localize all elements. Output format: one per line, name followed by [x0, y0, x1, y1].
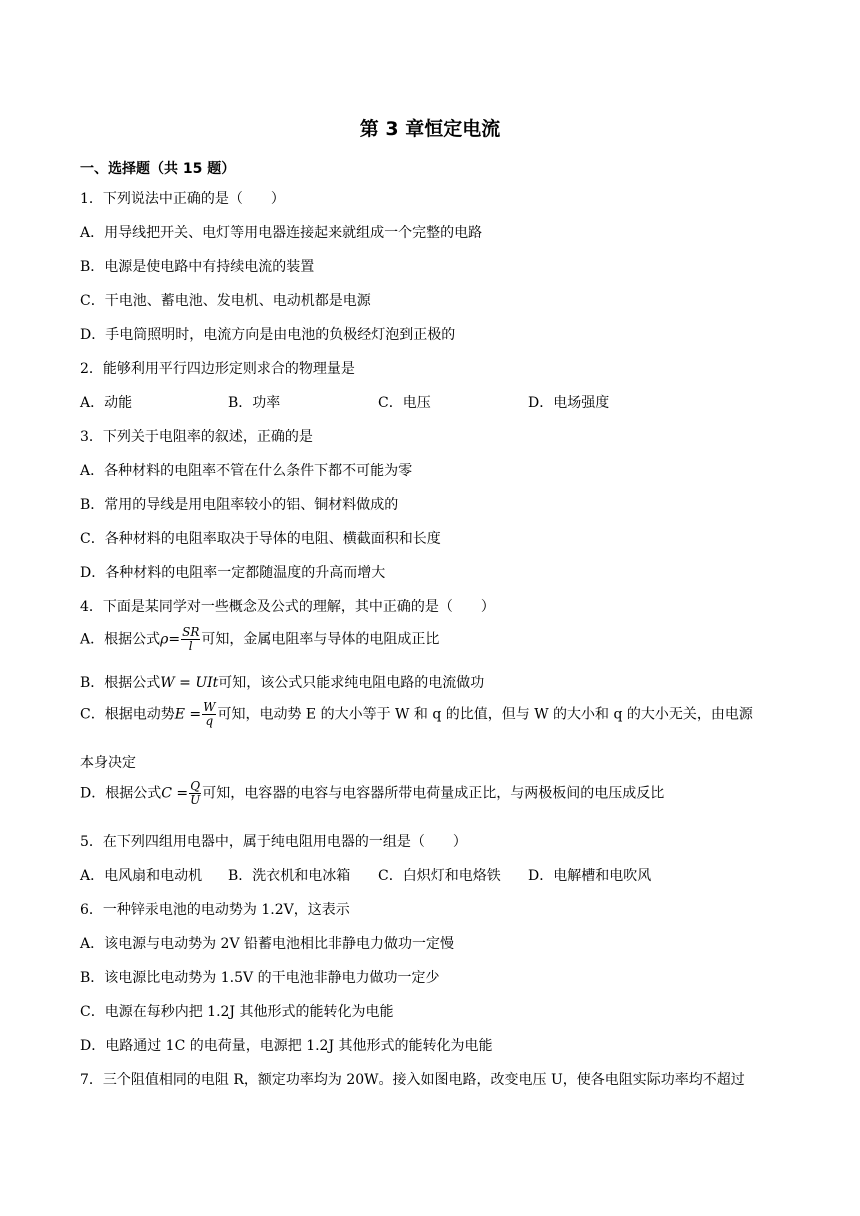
question-6-option-a: A．该电源与电动势为 2V 铅蓄电池相比非静电力做功一定慢 [80, 936, 455, 952]
question-4-option-d [80, 780, 664, 807]
fraction-numerator: Q [190, 779, 201, 793]
question-5-option-d: D．电解槽和电吹风 [528, 868, 652, 884]
question-2-option-a: A．动能 [80, 395, 133, 411]
option-a-prefix: A．根据公式 [80, 631, 161, 648]
formula-lhs: ρ= [160, 631, 181, 648]
fraction-numerator: SR [182, 625, 200, 639]
question-1-stem: 1．下列说法中正确的是（ ） [80, 191, 285, 207]
question-4-option-b [80, 674, 484, 692]
option-d-prefix: D．根据公式 [80, 785, 162, 802]
question-1-option-b: B．电源是使电路中有持续电流的装置 [80, 259, 315, 275]
question-6-option-b: B．该电源比电动势为 1.5V 的干电池非静电力做功一定少 [80, 970, 440, 986]
option-b-text: 可知，该公式只能求纯电阻电路的电流做功 [218, 675, 485, 691]
question-3-option-d: D．各种材料的电阻率一定都随温度的升高而增大 [80, 565, 386, 581]
question-3-option-c: C．各种材料的电阻率取决于导体的电阻、横截面积和长度 [80, 531, 441, 547]
question-6-option-d: D．电路通过 1C 的电荷量，电源把 1.2J 其他形式的能转化为电能 [80, 1038, 493, 1054]
option-b-prefix: B．根据公式 [80, 675, 161, 691]
question-2-stem: 2．能够利用平行四边形定则求合的物理量是 [80, 361, 355, 377]
question-4-option-a [80, 626, 439, 653]
option-a-text: 可知，金属电阻率与导体的电阻成正比 [201, 631, 440, 648]
question-4-stem: 4．下面是某同学对一些概念及公式的理解，其中正确的是（ ） [80, 599, 495, 615]
question-2-option-b: B．功率 [228, 395, 281, 411]
question-3-stem: 3．下列关于电阻率的叙述，正确的是 [80, 429, 313, 445]
page-title: 第 3 章恒定电流 [359, 118, 501, 140]
question-5-option-a: A．电风扇和电动机 [80, 868, 203, 884]
question-2-option-d: D．电场强度 [528, 395, 610, 411]
question-5-stem: 5．在下列四组用电器中，属于纯电阻用电器的一组是（ ） [80, 834, 467, 850]
question-1-option-d: D．手电筒照明时，电流方向是由电池的负极经灯泡到正极的 [80, 327, 456, 343]
fraction-denominator: U [190, 793, 201, 807]
question-4-option-c-continued: 本身决定 [80, 755, 136, 771]
question-4-option-c [80, 701, 753, 728]
fraction-denominator: l [188, 639, 193, 653]
question-3-option-b: B．常用的导线是用电阻率较小的铝、铜材料做成的 [80, 497, 399, 513]
emf-fraction [202, 701, 216, 728]
formula-lhs: E = [174, 706, 202, 723]
question-3-option-a: A．各种材料的电阻率不管在什么条件下都不可能为零 [80, 463, 413, 479]
fraction-numerator: W [203, 700, 216, 714]
question-7-stem: 7．三个阻值相同的电阻 R，额定功率均为 20W。接入如图电路，改变电压 U，使各电阻实际功率均不超过 [80, 1072, 745, 1088]
option-c-text: 可知，电动势 E 的大小等于 W 和 q 的比值，但与 W 的大小和 q 的大小无关，由电源 [217, 706, 753, 723]
question-6-stem: 6．一种锌汞电池的电动势为 1.2V，这表示 [80, 902, 350, 918]
formula-lhs: C = [161, 785, 189, 802]
option-d-text: 可知，电容器的电容与电容器所带电荷量成正比，与两极板间的电压成反比 [202, 785, 665, 802]
fraction-denominator: q [205, 714, 214, 728]
question-2-option-c: C．电压 [378, 395, 431, 411]
question-6-option-c: C．电源在每秒内把 1.2J 其他形式的能转化为电能 [80, 1004, 394, 1020]
section-heading: 一、选择题（共 15 题） [80, 161, 236, 177]
question-1-option-a: A．用导线把开关、电灯等用电器连接起来就组成一个完整的电路 [80, 225, 483, 241]
capacitance-fraction [189, 780, 201, 807]
question-5-option-c: C．白炽灯和电烙铁 [378, 868, 501, 884]
question-1-option-c: C．干电池、蓄电池、发电机、电动机都是电源 [80, 293, 371, 309]
work-formula: W = UIt [160, 675, 219, 691]
question-5-option-b: B．洗衣机和电冰箱 [228, 868, 351, 884]
resistivity-fraction [181, 626, 200, 653]
option-c-prefix: C．根据电动势 [80, 706, 175, 723]
